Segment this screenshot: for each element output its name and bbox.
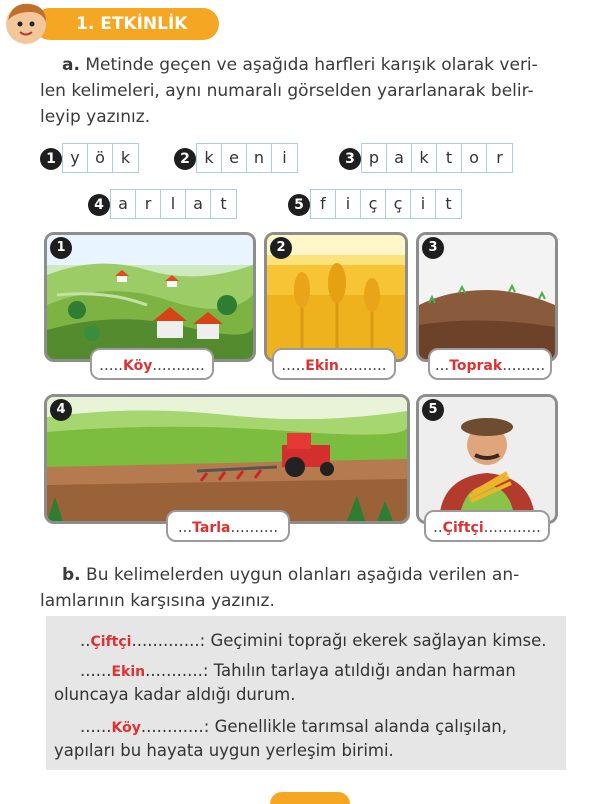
- definition-text: Geçimini toprağı ekerek sağlayan kimse.: [210, 631, 547, 650]
- picture-card-1: [44, 232, 256, 362]
- answer-text: Tarla: [192, 520, 231, 536]
- letter-cell: f: [311, 190, 336, 218]
- answer-field-1[interactable]: .....Köy...........: [90, 348, 214, 380]
- number-badge: 2: [174, 148, 196, 170]
- letter-cell: y: [63, 144, 88, 172]
- scramble-word-5: [310, 189, 462, 219]
- answer-text: Köy: [123, 358, 153, 374]
- answer-text: Çiftçi: [442, 520, 484, 536]
- page-number-badge: [270, 792, 350, 804]
- section-b-instruction: [40, 562, 580, 614]
- letter-cell: i: [336, 190, 361, 218]
- scramble-word-2: [196, 143, 298, 173]
- letter-cell: e: [222, 144, 247, 172]
- letter-cell: a: [186, 190, 211, 218]
- scramble-word-4: [110, 189, 237, 219]
- letter-cell: k: [197, 144, 222, 172]
- letter-cell: ç: [361, 190, 386, 218]
- definition-row-1: ..Çiftçi.............: Geçimini toprağı ekerek sağlayan kimse.: [80, 631, 547, 650]
- definition-continuation: oluncaya kadar aldığı durum.: [54, 685, 296, 704]
- letter-cell: t: [437, 144, 462, 172]
- section-a-instruction: [40, 52, 580, 130]
- answer-text[interactable]: Ekin: [111, 664, 146, 680]
- letter-cell: r: [496, 148, 503, 167]
- letter-cell: i: [411, 190, 436, 218]
- answer-field-4[interactable]: ...Tarla..........: [166, 510, 290, 542]
- number-badge: 4: [88, 194, 110, 216]
- definition-row-2: ......Ekin...........: Tahılın tarlaya atıldığı andan harman: [80, 661, 516, 680]
- definition-row-3: ......Köy............: Genellikle tarımsal alanda çalışılan,: [80, 717, 508, 736]
- picture-number: 4: [50, 399, 72, 421]
- letter-cell: k: [412, 144, 437, 172]
- definition-text: Tahılın tarlaya atıldığı andan harman: [213, 661, 516, 680]
- activity-banner: [34, 8, 219, 40]
- letter-cell: ç: [386, 190, 411, 218]
- letter-cell: t: [445, 194, 452, 213]
- section-b-letter: b.: [62, 565, 81, 585]
- instruction-line: Bu kelimelerden uygun olanları aşağıda verilen an-: [86, 565, 520, 585]
- letter-cell: n: [247, 144, 272, 172]
- picture-number: 3: [422, 237, 444, 259]
- letter-cell: i: [282, 148, 287, 167]
- section-a-letter: a.: [62, 55, 80, 75]
- answer-text: Ekin: [305, 358, 339, 374]
- letter-cell: ö: [88, 144, 113, 172]
- instruction-line: leyip yazınız.: [40, 107, 151, 127]
- answer-field-5[interactable]: ..Çiftçi............: [424, 510, 550, 542]
- letter-cell: k: [120, 148, 131, 167]
- letter-cell: t: [220, 194, 227, 213]
- scramble-word-1: [62, 143, 139, 173]
- answer-field-2[interactable]: .....Ekin..........: [272, 348, 396, 380]
- number-badge: 1: [40, 148, 62, 170]
- number-badge: 5: [288, 194, 310, 216]
- tractor-field-illustration-icon: [47, 397, 407, 521]
- letter-cell: l: [161, 190, 186, 218]
- activity-title: 1. ETKİNLİK: [76, 14, 188, 34]
- number-badge: 3: [339, 148, 361, 170]
- village-illustration-icon: [47, 235, 253, 359]
- letter-cell: p: [362, 144, 387, 172]
- instruction-line: Metinde geçen ve aşağıda harfleri karışık olarak veri-: [85, 55, 538, 75]
- answer-text[interactable]: Köy: [111, 720, 141, 736]
- instruction-line: lamlarının karşısına yazınız.: [40, 591, 275, 611]
- mascot-icon: [2, 0, 52, 46]
- picture-number: 1: [50, 237, 72, 259]
- picture-number: 2: [270, 237, 292, 259]
- scramble-word-3: [361, 143, 513, 173]
- letter-cell: a: [111, 190, 136, 218]
- definitions-box: [46, 616, 566, 770]
- answer-text[interactable]: Çiftçi: [90, 634, 132, 650]
- answer-field-3[interactable]: ...Toprak.........: [428, 348, 552, 380]
- letter-cell: r: [136, 190, 161, 218]
- letter-cell: o: [462, 144, 487, 172]
- picture-number: 5: [422, 399, 444, 421]
- answer-text: Toprak: [449, 358, 503, 374]
- instruction-line: len kelimeleri, aynı numaralı görselden yararlanarak belir-: [40, 81, 534, 101]
- definition-continuation: yapıları bu hayata uygun yerleşim birimi.: [54, 741, 394, 760]
- letter-cell: a: [387, 144, 412, 172]
- definition-text: Genellikle tarımsal alanda çalışılan,: [214, 717, 508, 736]
- picture-card-4: [44, 394, 410, 524]
